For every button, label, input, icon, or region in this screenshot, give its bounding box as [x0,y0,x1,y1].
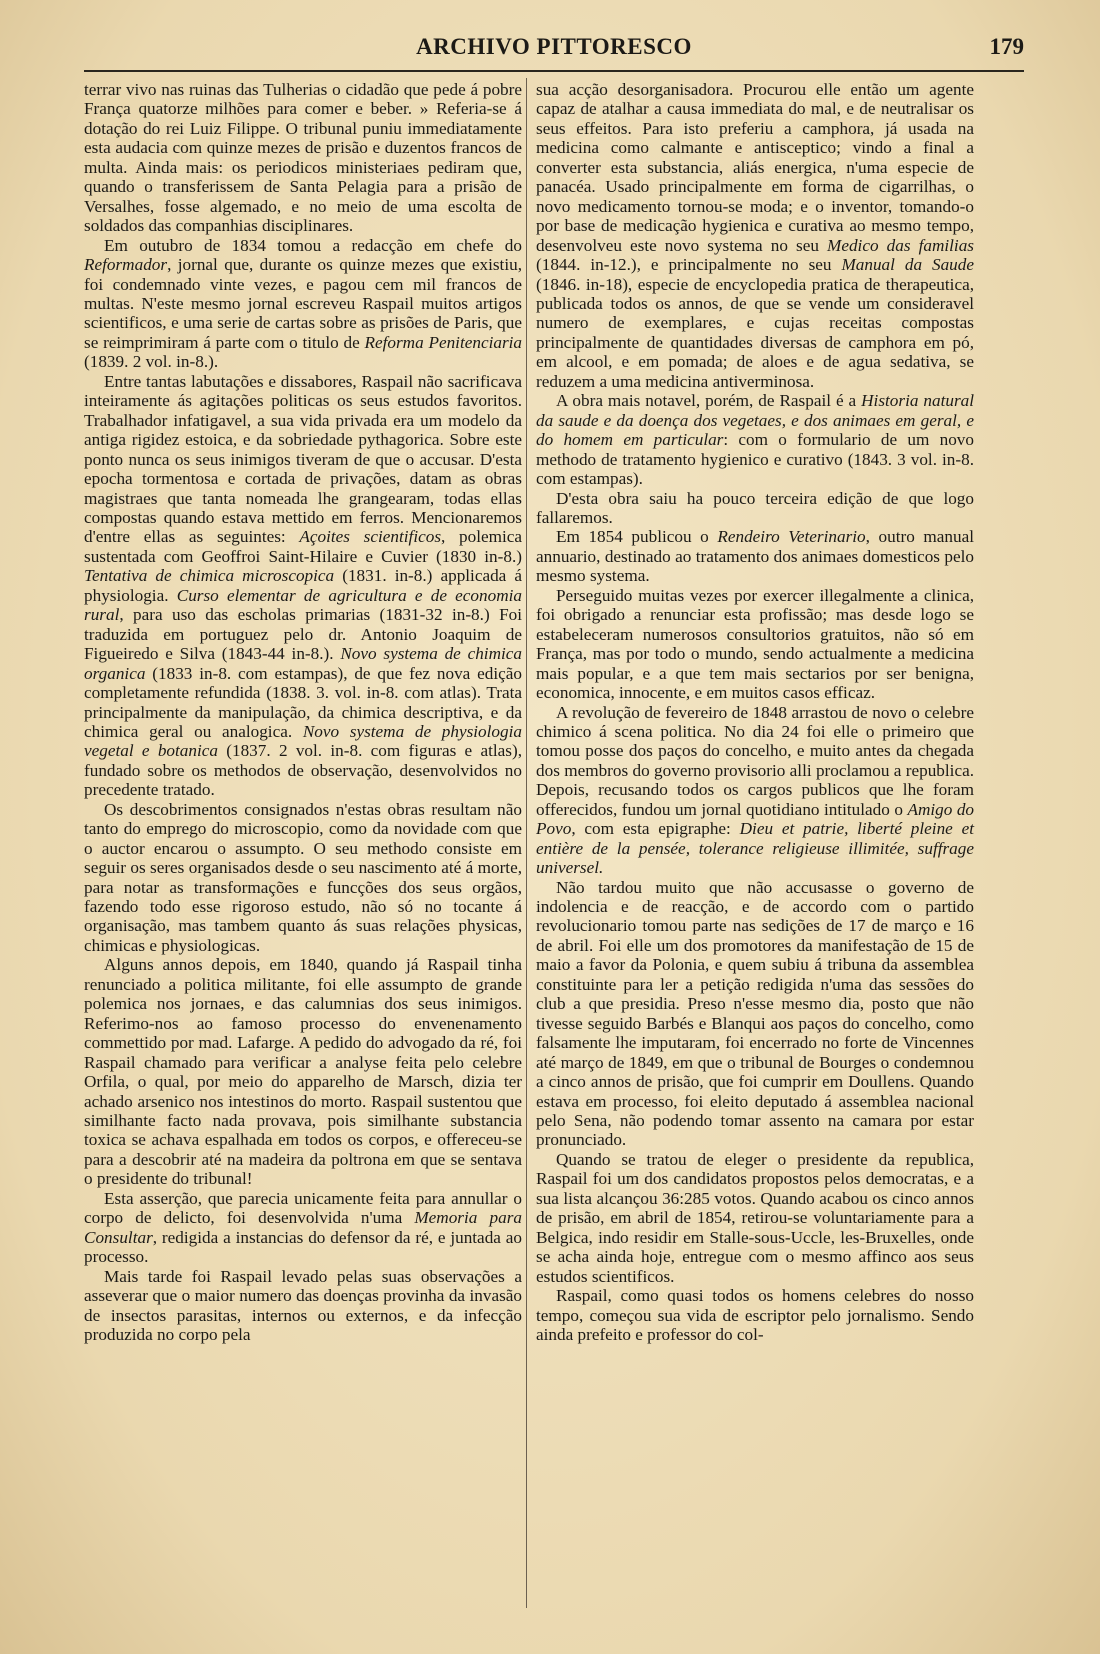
text-run: Mais tarde foi Raspail levado pelas suas observações a asseverar que o maior numero das doenças provinha da invasão de insectos parasitas, internos ou externos, e da infecção produzida no corpo pela [84,1266,522,1344]
text-run: Entre tantas labutações e dissabores, Raspail não sacrificava inteiramente ás agitações politicas os seus estudos favoritos. Trabalhador infatigavel, a sua vida privada era um modelo da antiga rigidez estoica, e da sobriedade pythagorica. Sobre este ponto nunca os seus inimigos tiveram de que o accusar. D'esta epocha tormentosa e cortada de privações, datam as obras magistraes que tanta nomeada lhe grangearam, todas ellas compostas quando estava mettido em ferros. Mencionaremos d'entre ellas as seguintes: [84,371,522,547]
paragraph [84,800,522,956]
paragraph [84,1267,522,1345]
text-run: Quando se tratou de eleger o presidente da republica, Raspail foi um dos candidatos propostos pelos democratas, e a sua lista alcançou 36:285 votos. Quando acabou os cinco annos de prisão, em abril de 1854, retirou-se voluntariamente para a Belgica, indo residir em Stalle-sous-Uccle, les-Bruxelles, onde se acha ainda hoje, entregue com o mesmo affinco aos seus estudos scientificos. [536,1149,974,1286]
italic-title-text: Memoria para Consultar [84,1208,522,1247]
text-run: , outro manual annuario, destinado ao tratamento dos animaes domesticos pelo mesmo systema. [536,527,974,586]
italic-title-text: Curso elementar de agricultura e de economia rural [84,585,522,625]
text-run: terrar vivo nas ruinas das Tulherias o cidadão que pede á pobre França quatorze milhões para comer e beber. » Referia-se á dotação do rei Luiz Filippe. O tribunal puniu immediatamente esta audacia com quinze mezes de prisão e duzentos francos de multa. Ainda mais: os periodicos ministeriaes pediram que, quando o transferissem de Santa Pelagia para a prisão de Versalhes, fosse algemado, e no meio de uma escolta de soldados das companhias disciplinares. [84,80,522,236]
italic-title-text: Historia natural da saude e da doença dos vegetaes, e dos animaes em geral, e do homem em particular [536,391,975,450]
italic-title-text: Rendeiro Veterinario [717,527,866,547]
paragraph [84,1189,522,1267]
running-title: ARCHIVO PITTORESCO [416,34,692,59]
paragraph [536,878,974,1150]
text-run: Perseguido muitas vezes por exercer illegalmente a clinica, foi obrigado a renunciar esta profissão; mas desde logo se estabeleceram numerosos consultorios gratuitos, não só em França, mas por todo o mundo, sendo actualmente a medicina mais popular, e a que tem mais sectarios por ser benigna, economica, innocente, e em muitos casos efficaz. [536,585,974,703]
italic-title-text: Manual da Saude [841,255,974,275]
text-run: (1833 in-8. com estampas), de que fez nova edição completamente refundida (1838. 3. vol. in-8. com atlas). Trata principalmente da manipulação, da chimica descriptiva, e da chimica geral ou analogica. [84,663,522,741]
paragraph [536,586,974,703]
text-run: Esta asserção, que parecia unicamente feita para annullar o corpo de delicto, foi desenvolvida n'uma [84,1188,522,1228]
paragraph [536,1286,974,1344]
text-run: Raspail, como quasi todos os homens celebres do nosso tempo, começou sua vida de escriptor pelo jornalismo. Sendo ainda prefeito e professor do col- [536,1286,974,1344]
header-rule [84,70,1024,72]
paragraph [84,236,522,372]
text-run: Os descobrimentos consignados n'estas obras resultam não tanto do emprego do microscopio, como da novidade com que o auctor encarou o assumpto. O seu methodo consiste em seguir os seres organisados desde o seu nascimento até á morte, para notar as transformações e funcções dos seus orgãos, fazendo todo esse rigoroso estudo, não só no tocante á organisação, mas tambem quanto ás suas relações physicas, chimicas e physiologicas. [84,799,522,955]
column-divider [526,78,527,1608]
right-column [536,80,974,1344]
italic-title-text: Açoites scientificos [299,527,442,547]
text-run: : com o formulario de um novo methodo de tratamento hygienico e curativo (1843. 3 vol. in-8. com estampas). [536,430,974,489]
paragraph [536,391,974,488]
paragraph [536,703,974,878]
text-run: , redigida a instancias do defensor da ré, e juntada ao processo. [84,1227,522,1267]
italic-title-text: Novo systema de chimica organica [84,644,522,683]
text-run: (1837. 2 vol. in-8. com figuras e atlas), fundado sobre os methodos de observação, desenvolvidos no precedente tratado. [84,741,522,800]
text-run: , para uso das escholas primarias (1831-32 in-8.) Foi traduzida em portuguez pelo dr. Antonio Joaquim de Figueiredo e Silva (1843-44 in-8.). [84,605,522,664]
text-run: A obra mais notavel, porém, de Raspail é a [556,391,862,411]
page-header [84,34,1024,68]
italic-title-text: Tentativa de chimica microscopica [84,566,335,586]
text-run: (1844. in-12.), e principalmente no seu [536,255,842,275]
left-column [84,80,522,1344]
text-run: Alguns annos depois, em 1840, quando já Raspail tinha renunciado a politica militante, foi elle assumpto de grande polemica nos jornaes, e das calumnias dos seus inimigos. Referimo-nos ao famoso processo do envenenamento commettido por mad. Lafarge. A pedido do advogado da ré, foi Raspail chamado para verificar a analyse feita pelo celebre Orfila, o qual, por meio do apparelho de Marsch, dizia ter achado arsenico nos intestinos do morto. Raspail sustentou que similhante facto nada provava, pois similhante substancia toxica se achava espalhada em todos os corpos, e offereceu-se para a descobrir até na madeira da poltrona em que se sentava o presidente do tribunal! [84,955,522,1189]
italic-title-text: Medico das familias [827,235,974,255]
paragraph [84,80,522,236]
text-run: A revolução de fevereiro de 1848 arrastou de novo o celebre chimico á scena politica. No dia 24 foi elle o primeiro que tomou posse dos paços do concelho, e muito antes da chegada dos membros do governo provisorio alli proclamou a republica. Depois, recusando todos os cargos publicos que lhe foram offerecidos, fundou um jornal quotidiano intitulado o [536,702,974,819]
paragraph [536,527,974,585]
text-run: , polemica sustentada com Geoffroi Saint-Hilaire e Cuvier (1830 in-8.) [84,527,523,566]
text-run: (1839. 2 vol. in-8.). [84,352,219,372]
text-run: D'esta obra saiu ha pouco terceira edição de que logo fallaremos. [536,488,974,527]
italic-title-text: Dieu et patrie, liberté pleine et entière de la pensée, tolerance religieuse illimitée, suffrage universel. [536,819,974,878]
italic-title-text: Reformador [84,255,168,275]
italic-title-text: Amigo do Povo [536,799,975,839]
text-run: (1846. in-18), especie de encyclopedia pratica de therapeutica, publicada todos os annos, de que se vende um consideravel numero de exemplares, e cujas receitas compostas principalmente de quantidades diversas de camphora em pó, em alcool, e em pomada; de aloes e de agua sedativa, se reduzem a uma medicina antiverminosa. [536,274,974,391]
paragraph [84,955,522,1188]
text-run: , jornal que, durante os quinze mezes que existiu, foi condemnado vinte vezes, e pagou cem mil francos de multas. N'este mesmo jornal escreveu Raspail muitos artigos scientificos, e uma serie de cartas sobre as prisões de Paris, que se reimprimiram á parte com o titulo de [84,255,522,352]
paragraph [84,372,522,800]
text-run: Em outubro de 1834 tomou a redacção em chefe do [104,235,522,255]
paragraph [536,489,974,528]
page-number: 179 [989,34,1024,59]
italic-title-text: Novo systema de physiologia vegetal e botanica [84,721,522,761]
italic-title-text: Reforma Penitenciaria [364,332,522,352]
text-run: (1831. in-8.) applicada á physiologia. [84,566,523,605]
paragraph [536,1150,974,1286]
text-run: Em 1854 publicou o [556,527,718,547]
text-run: , com esta epigraphe: [571,819,740,839]
paragraph [536,80,974,391]
text-run: sua acção desorganisadora. Procurou elle então um agente capaz de atalhar a causa immediata do mal, e de neutralisar os seus effeitos. Para isto preferiu a camphora, já usada na medicina como calmante e antisceptico; vindo a final a converter esta substancia, aliás energica, n'uma especie de panacéa. Usado principalmente em forma de cigarrilhas, o novo medicamento tornou-se moda; e o inventor, tomando-o por base de medicação hygienica e curativa ao mesmo tempo, desenvolveu este novo systema no seu [536,80,974,255]
text-run: Não tardou muito que não accusasse o governo de indolencia e de reacção, e de accordo com o partido revolucionario tomou parte nas sedições de 17 de março e 16 de abril. Foi elle um dos promotores da manifestação de 15 de maio a favor da Polonia, e quem subiu á tribuna da assemblea constituinte para ler a petição redigida n'uma das sessões do club a que presidia. Preso n'esse mesmo dia, posto que não tivesse seguido Barbés e Blanqui aos paços do concelho, como falsamente lhe imputaram, foi encerrado no forte de Vincennes até março de 1849, em que o tribunal de Bourges o condemnou a cinco annos de prisão, que foi cumprir em Doullens. Quando estava em processo, foi eleito deputado á assemblea nacional pelo Sena, não podendo tomar assento na camara por estar pronunciado. [536,877,974,1150]
